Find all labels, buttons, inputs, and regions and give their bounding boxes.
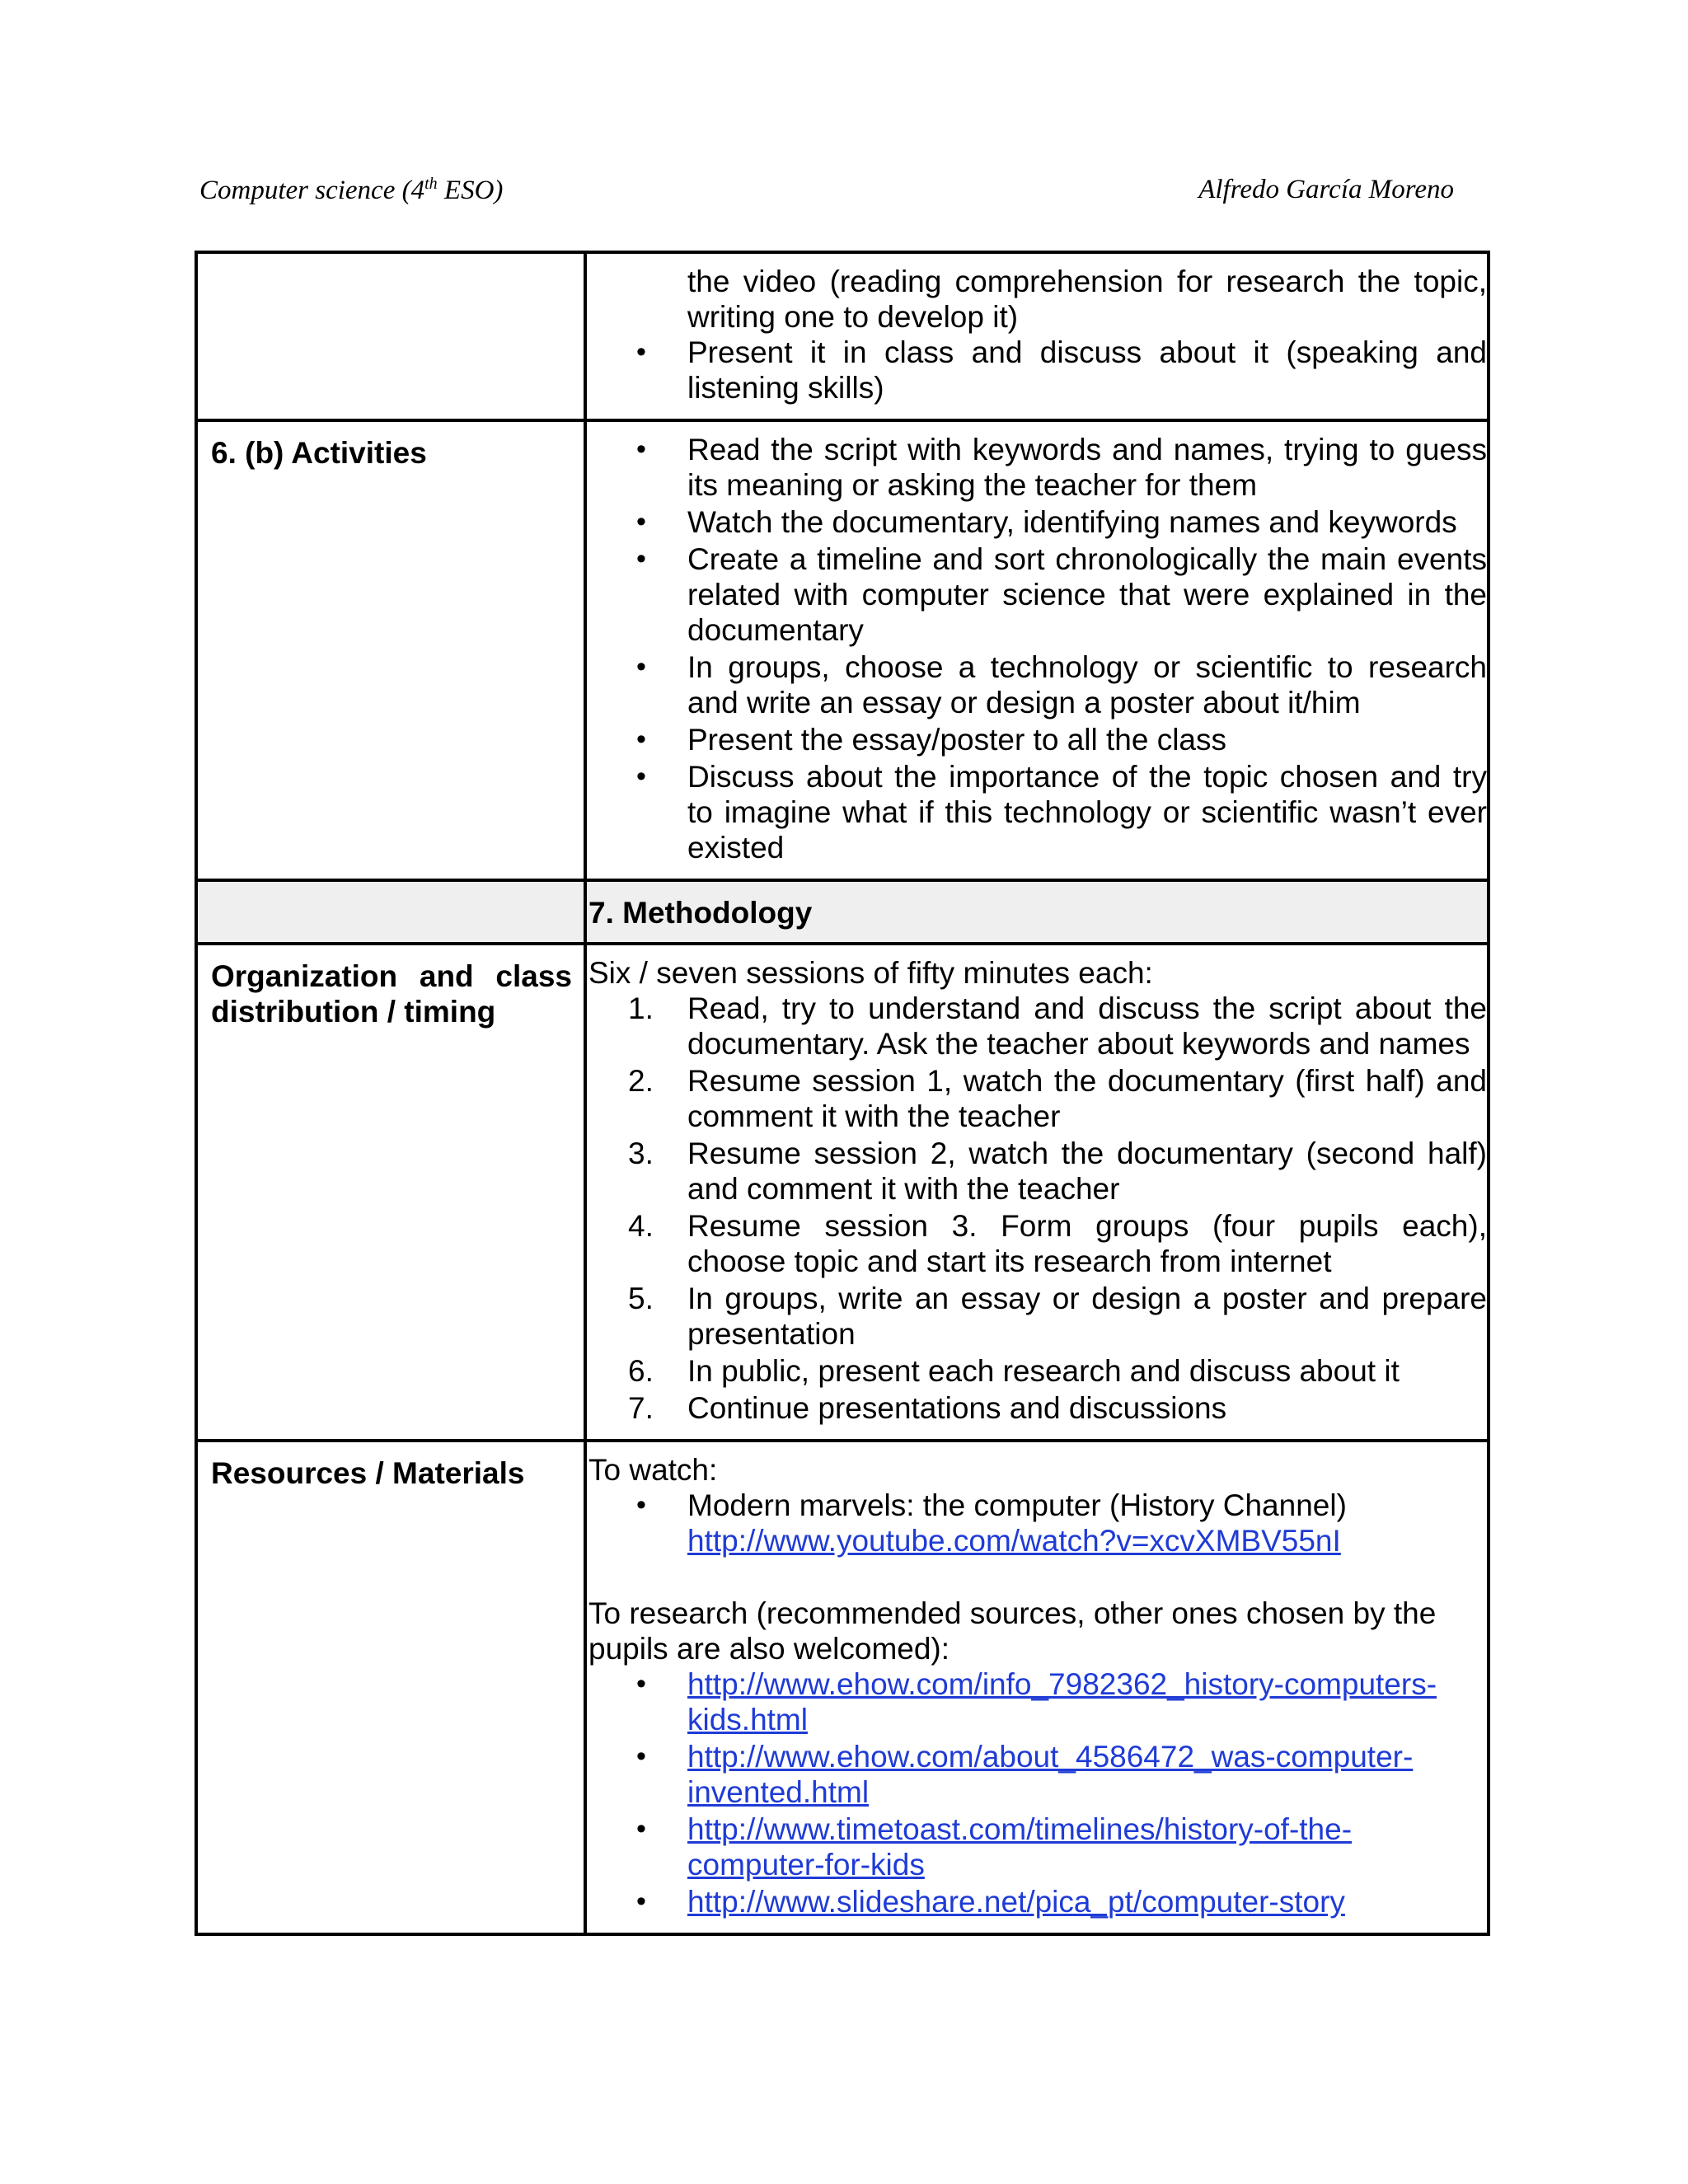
methodology-heading: 7. Methodology — [585, 880, 1489, 944]
activities-label: 6. (b) Activities — [196, 420, 585, 880]
list-item — [587, 1390, 1487, 1426]
spacer — [587, 1560, 1487, 1596]
list-number: 4. — [628, 1209, 654, 1243]
watch-intro: To watch: — [588, 1453, 718, 1487]
session-text: In public, present each research and discuss about it — [687, 1354, 1400, 1388]
list-number: 3. — [628, 1137, 654, 1170]
list-item — [587, 1208, 1487, 1279]
header-author: Alfredo García Moreno — [1198, 175, 1454, 204]
research-links-list — [587, 1666, 1487, 1919]
session-text: Read, try to understand and discuss the script about the documentary. Ask the teacher about keywords and names — [687, 991, 1487, 1061]
organization-label-text: Organization and class distribution / timing — [211, 959, 572, 1029]
organization-row — [196, 944, 1489, 1441]
list-number: 2. — [628, 1064, 654, 1098]
header-course — [199, 175, 503, 206]
resources-row — [196, 1441, 1489, 1934]
resource-link[interactable]: http://www.timetoast.com/timelines/history-of-the-computer-for-kids — [687, 1812, 1353, 1882]
list-item: • Present the essay/poster to all the class — [587, 722, 1487, 757]
session-text: In groups, write an essay or design a poster and prepare presentation — [687, 1282, 1487, 1351]
sessions-intro: Six / seven sessions of fifty minutes each: — [588, 956, 1153, 990]
resource-link[interactable]: http://www.ehow.com/about_4586472_was-computer-invented.html — [687, 1740, 1414, 1809]
list-item — [587, 1136, 1487, 1207]
list-item — [587, 1739, 1487, 1810]
empty-label-cell — [196, 880, 585, 944]
list-item — [587, 1281, 1487, 1352]
header-course-suffix: ESO) — [437, 176, 504, 205]
lesson-plan-table — [195, 251, 1490, 1936]
list-item: • In groups, choose a technology or scientific to research and write an essay or design a poster about it/him — [587, 649, 1487, 720]
list-item — [587, 1884, 1487, 1919]
session-text: Resume session 2, watch the documentary (second half) and comment it with the teacher — [687, 1137, 1487, 1206]
continuation-row — [196, 252, 1489, 420]
resources-cell — [585, 1441, 1489, 1934]
sessions-list — [587, 991, 1487, 1426]
list-number: 6. — [628, 1354, 654, 1388]
session-text: Continue presentations and discussions — [687, 1391, 1227, 1425]
video-link[interactable]: http://www.youtube.com/watch?v=xcvXMBV55nI — [687, 1524, 1341, 1558]
list-item — [587, 1353, 1487, 1389]
resources-label: Resources / Materials — [196, 1441, 585, 1934]
continued-text-line: writing one to develop it) — [687, 300, 1019, 334]
list-number: 1. — [628, 991, 654, 1025]
list-number: 5. — [628, 1282, 654, 1315]
list-number: 7. — [628, 1391, 654, 1425]
methodology-row — [196, 880, 1489, 944]
resource-link[interactable]: http://www.ehow.com/info_7982362_history-computers-kids.html — [687, 1667, 1437, 1736]
bullet-list — [587, 335, 1487, 405]
organization-label — [196, 944, 585, 1441]
continuation-cell — [585, 252, 1489, 420]
activities-list — [587, 432, 1487, 865]
list-item: • Present it in class and discuss about it (speaking and listening skills) — [587, 335, 1487, 405]
list-item: • Discuss about the importance of the topic chosen and try to imagine what if this technology or scientific wasn’t ever existed — [587, 759, 1487, 865]
session-text: Resume session 1, watch the documentary (first half) and comment it with the teacher — [687, 1064, 1487, 1133]
list-item — [587, 1666, 1487, 1737]
watch-list — [587, 1488, 1487, 1558]
page-header — [199, 175, 1454, 216]
session-text: Resume session 3. Form groups (four pupils each), choose topic and start its research from internet — [687, 1209, 1487, 1278]
header-course-sup: th — [424, 175, 438, 193]
list-item: • Read the script with keywords and names, trying to guess its meaning or asking the teacher for them — [587, 432, 1487, 503]
list-item — [587, 1811, 1487, 1882]
list-item: • Create a timeline and sort chronologically the main events related with computer science that were explained in the documentary — [587, 541, 1487, 648]
list-item — [587, 991, 1487, 1062]
activities-cell — [585, 420, 1489, 880]
continued-text-line: the video (reading comprehension for research the topic, — [687, 265, 1487, 298]
organization-cell — [585, 944, 1489, 1441]
watch-title: • Modern marvels: the computer (History Channel) — [687, 1488, 1347, 1522]
list-item — [587, 1488, 1487, 1558]
resource-link[interactable]: http://www.slideshare.net/pica_pt/computer-story — [687, 1885, 1345, 1919]
research-intro: To research (recommended sources, other ones chosen by the pupils are also welcomed): — [588, 1596, 1437, 1666]
list-item: • Watch the documentary, identifying names and keywords — [587, 504, 1487, 540]
list-item — [587, 1063, 1487, 1134]
header-course-text: Computer science (4 — [199, 176, 425, 205]
empty-label-cell — [196, 252, 585, 420]
activities-row — [196, 420, 1489, 880]
